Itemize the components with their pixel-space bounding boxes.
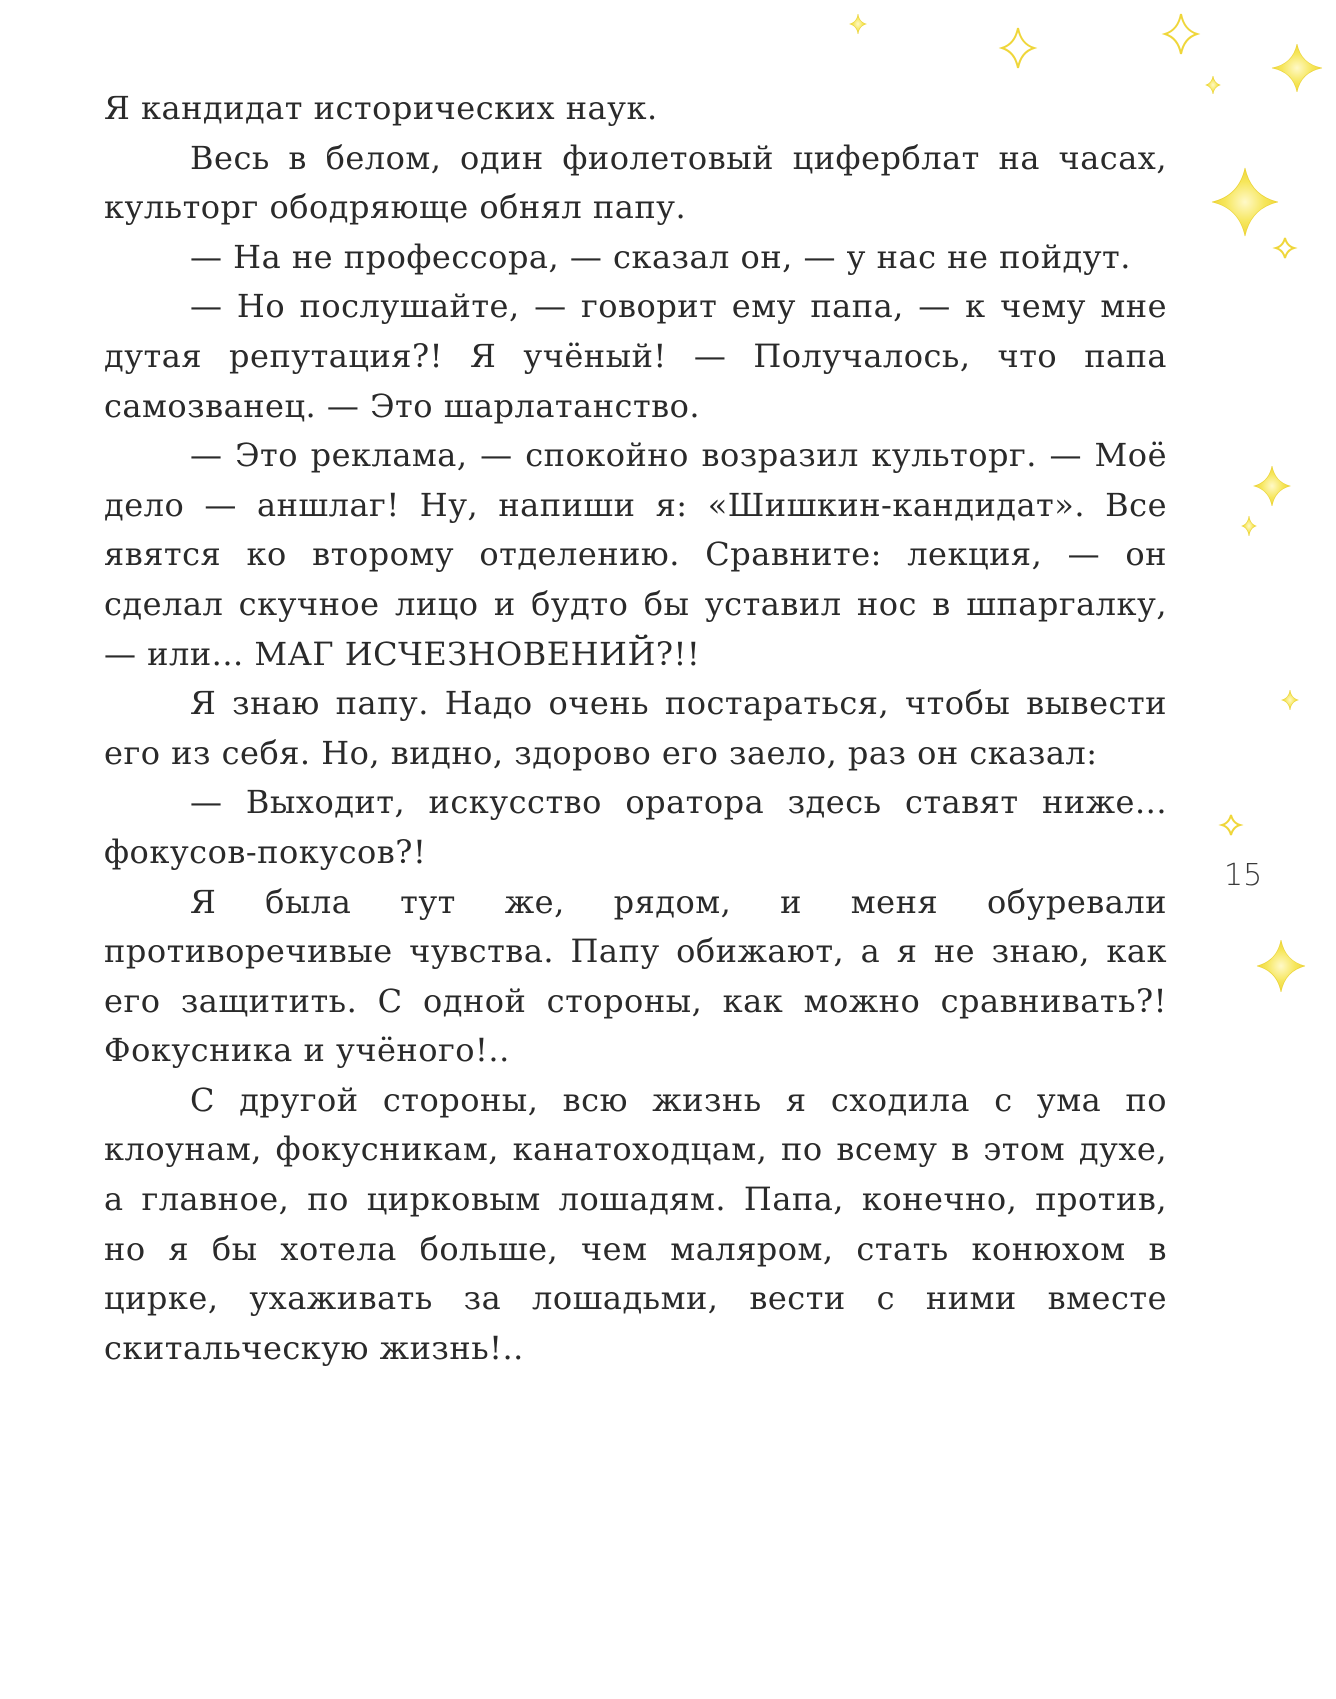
sparkle-star-icon	[1212, 168, 1278, 236]
paragraph: — На не профессора, — сказал он, — у нас не пойдут.	[190, 237, 1131, 276]
paragraph: Я была тут же, рядом, и меня обуревали противоречивые чувства. Папу обижают, а я не знаю, как его защитить. С одной стороны, как можно сравнивать?! Фокусника и учёного!..	[104, 882, 1167, 1070]
page-number: 15	[1224, 858, 1263, 893]
sparkle-star-icon	[1222, 815, 1240, 835]
sparkle-star-icon	[1282, 690, 1298, 710]
sparkle-star-icon	[1276, 238, 1294, 258]
sparkle-star-icon	[1206, 76, 1220, 94]
sparkle-star-icon	[850, 14, 866, 34]
paragraph: Я знаю папу. Надо очень постараться, чтобы вывести его из себя. Но, видно, здорово его заело, раз он сказал:	[104, 684, 1167, 772]
sparkle-star-icon	[1242, 516, 1256, 536]
sparkle-star-icon	[1257, 940, 1305, 992]
paragraph: Весь в белом, один фиолетовый циферблат на часах, культорг ободряюще обнял папу.	[104, 138, 1167, 227]
sparkle-star-icon	[1165, 14, 1197, 54]
paragraph: С другой стороны, всю жизнь я сходила с ума по клоунам, фокусникам, канатоходцам, по всему в этом духе, а главное, по цирковым лошадям. Папа, конечно, против, но я бы хотела больше, чем маляром, стать конюхом в цирке, ухаживать за лошадьми, вести с ними вместе скитальческую жизнь!..	[104, 1080, 1167, 1367]
sparkle-star-icon	[1002, 28, 1034, 68]
paragraph: — Но послушайте, — говорит ему папа, — к чему мне дутая репутация?! Я учёный! — Получалось, что папа самозванец. — Это шарлатанство.	[104, 287, 1167, 425]
body-text	[104, 84, 1167, 1373]
paragraph: Я кандидат исторических наук.	[104, 89, 658, 127]
sparkle-star-icon	[1272, 44, 1322, 92]
sparkle-star-icon	[1254, 466, 1290, 506]
paragraph: — Это реклама, — спокойно возразил культорг. — Моё дело — аншлаг! Ну, напиши я: «Шишкин-кандидат». Все явятся ко второму отделению. Сравните: лекция, — он сделал скучное лицо и будто бы уставил нос в шпаргалку, — или... МАГ ИСЧЕЗНОВЕНИЙ?!!	[104, 436, 1167, 673]
paragraph: — Выходит, искусство оратора здесь ставят ниже... фокусов-покусов?!	[104, 783, 1167, 871]
